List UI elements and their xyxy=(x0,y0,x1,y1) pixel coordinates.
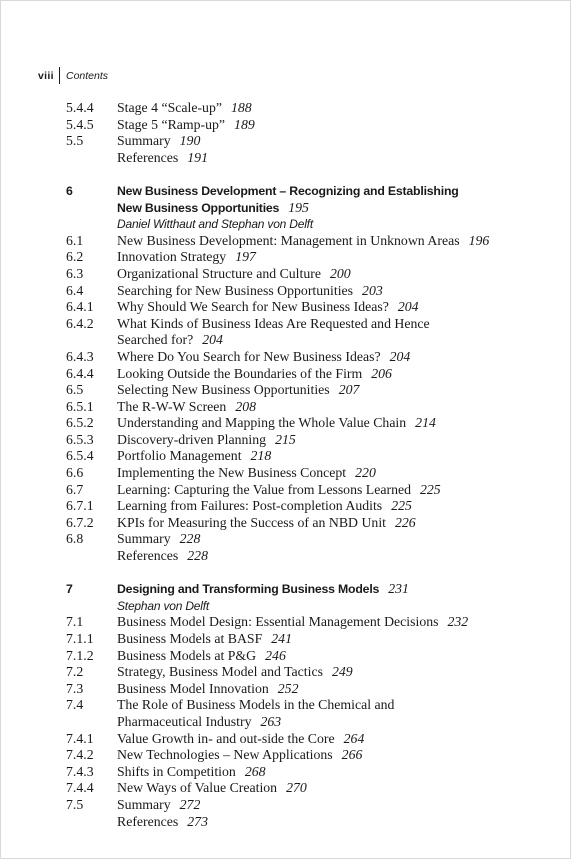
toc-entry xyxy=(66,133,556,150)
toc-entry xyxy=(66,266,556,283)
toc-page-number: 228 xyxy=(187,548,208,564)
toc-entry-number: 6 xyxy=(66,183,73,198)
toc-entry xyxy=(66,681,556,698)
toc-entry-title: Designing and Transforming Business Models xyxy=(117,582,380,597)
toc-entry-title: Value Growth in- and out-side the Core xyxy=(117,730,335,746)
toc-entry-number: 7.5 xyxy=(66,796,84,812)
toc-entry-title: Business Models at BASF xyxy=(117,631,263,646)
toc-entry xyxy=(66,465,556,482)
toc-entry-title: Business Models at P&G xyxy=(117,647,257,663)
toc-entry-title: Searching for New Business Opportunities xyxy=(117,282,354,298)
toc-page-number: 268 xyxy=(244,763,266,779)
toc-entry-title: Why Should We Search for New Business Ideas? xyxy=(117,299,389,315)
toc-entry-title: Portfolio Management xyxy=(117,448,242,464)
toc-page-number: 191 xyxy=(187,149,208,165)
toc-page-number: 252 xyxy=(277,680,299,696)
toc-entry xyxy=(66,697,556,714)
toc-page-number: 231 xyxy=(388,581,409,597)
toc-entry-number: 7.1.2 xyxy=(66,647,94,663)
toc-page-number: 228 xyxy=(179,531,201,547)
toc-entry xyxy=(66,814,556,831)
toc-page-number: 246 xyxy=(265,647,286,663)
toc-page-number: 249 xyxy=(331,664,353,680)
toc-entry xyxy=(66,233,556,250)
toc-entry-number: 7.4.3 xyxy=(66,763,94,779)
toc-page-number: 190 xyxy=(179,133,201,149)
toc-entry-title: Stage 5 “Ramp-up” xyxy=(117,116,226,132)
toc-page-number: 196 xyxy=(468,232,490,248)
toc-entry xyxy=(66,415,556,432)
toc-entry-title: The Role of Business Models in the Chemical and xyxy=(117,697,395,713)
toc-entry-number: 6.4.3 xyxy=(66,348,94,364)
toc-entry-title: New Ways of Value Creation xyxy=(117,780,278,796)
toc-entry xyxy=(66,482,556,499)
toc-entry-number: 6.5.1 xyxy=(66,398,94,414)
toc-entry-number: 6.3 xyxy=(66,265,84,281)
toc-entry-title: References xyxy=(117,548,179,564)
toc-page-number: 189 xyxy=(234,116,255,132)
toc-entry-number: 5.4.4 xyxy=(66,100,94,115)
toc-page-number: 208 xyxy=(235,398,257,414)
toc-page-number: 195 xyxy=(288,199,309,215)
toc-entry-number: 6.4.4 xyxy=(66,365,94,381)
toc-entry xyxy=(66,664,556,681)
toc-chapter-heading xyxy=(66,581,556,598)
running-head xyxy=(38,67,108,84)
toc-entry-title: Shifts in Competition xyxy=(117,763,236,779)
toc-page-number: 206 xyxy=(371,365,392,381)
toc-entry-title: Pharmaceutical Industry xyxy=(117,713,252,729)
toc-entry-number: 7.1.1 xyxy=(66,631,94,646)
section-spacer xyxy=(66,565,556,582)
toc-page-number: 232 xyxy=(447,614,469,630)
toc-entry xyxy=(66,797,556,814)
toc-entry-title: Discovery-driven Planning xyxy=(117,431,267,447)
section-spacer xyxy=(66,166,556,183)
toc-entry-title: Summary xyxy=(117,531,171,547)
toc-entry xyxy=(66,515,556,532)
toc-entry-number: 6.7.2 xyxy=(66,514,94,530)
header-divider xyxy=(59,67,60,84)
toc-entry-title: Summary xyxy=(117,133,171,149)
toc-entry-number: 7.4.1 xyxy=(66,730,94,746)
toc-page-number: 218 xyxy=(250,448,272,464)
toc-entry xyxy=(66,714,556,731)
toc-entry-title: Stage 4 “Scale-up” xyxy=(117,100,222,115)
toc-entry-title: The R-W-W Screen xyxy=(117,398,227,414)
toc-entry-title: Organizational Structure and Culture xyxy=(117,265,321,281)
toc-page-number: 226 xyxy=(395,514,416,530)
toc-page-number: 188 xyxy=(230,100,252,115)
page-number: viii xyxy=(38,69,54,82)
toc-page-number: 241 xyxy=(271,631,292,646)
toc-page-number: 263 xyxy=(260,713,282,729)
toc-page-number: 273 xyxy=(187,813,208,829)
toc-entry-title: Business Model Innovation xyxy=(117,680,269,696)
toc-entry-number: 6.8 xyxy=(66,531,84,547)
toc-entry xyxy=(66,349,556,366)
toc-entry-number: 7.3 xyxy=(66,680,84,696)
toc-chapter-authors xyxy=(66,216,556,233)
toc-entry xyxy=(66,648,556,665)
toc-page-number: 266 xyxy=(341,747,363,763)
toc-entry-number: 7.1 xyxy=(66,614,84,630)
toc-page-number: 272 xyxy=(179,796,201,812)
toc-entry-title: Strategy, Business Model and Tactics xyxy=(117,664,323,680)
toc-entry xyxy=(66,249,556,266)
toc-entry-number: 6.4 xyxy=(66,282,84,298)
toc-entry-title: KPIs for Measuring the Success of an NBD Unit xyxy=(117,514,386,530)
toc-entry xyxy=(66,531,556,548)
toc-page-number: 197 xyxy=(235,249,256,265)
toc-page-number: 207 xyxy=(338,382,360,398)
toc-entry-number: 6.5.3 xyxy=(66,431,94,447)
toc-entry xyxy=(66,366,556,383)
toc-entry xyxy=(66,498,556,515)
toc-entry xyxy=(66,631,556,648)
toc-entry-number: 6.2 xyxy=(66,249,84,265)
toc-entry-title: Searched for? xyxy=(117,332,194,348)
toc-entry-title: New Technologies – New Applications xyxy=(117,747,333,763)
toc-entry xyxy=(66,150,556,167)
toc-entry xyxy=(66,399,556,416)
toc-page-number: 225 xyxy=(420,481,441,497)
toc-entry-number: 6.5.2 xyxy=(66,415,94,431)
toc-entry-title: Implementing the New Business Concept xyxy=(117,465,347,481)
toc-entry xyxy=(66,432,556,449)
toc-chapter-heading xyxy=(66,183,556,200)
toc-entry-number: 5.5 xyxy=(66,133,84,149)
toc-entry xyxy=(66,100,556,117)
toc-entry-title: Summary xyxy=(117,796,171,812)
toc-entry-number: 6.7.1 xyxy=(66,498,94,514)
toc-entry-number: 7.4.2 xyxy=(66,747,94,763)
toc-entry-title: Learning: Capturing the Value from Lessons Learned xyxy=(117,481,411,497)
toc-entry xyxy=(66,448,556,465)
toc-author-names: Stephan von Delft xyxy=(117,598,209,613)
toc-entry-number: 7.4.4 xyxy=(66,780,94,796)
toc-entry xyxy=(66,382,556,399)
toc-entry-title: References xyxy=(117,149,179,165)
table-of-contents xyxy=(66,100,556,830)
toc-page-number: 215 xyxy=(275,431,296,447)
toc-entry-number: 7.4 xyxy=(66,697,84,713)
toc-entry xyxy=(66,731,556,748)
toc-page-number: 225 xyxy=(391,498,412,514)
toc-entry-number: 6.1 xyxy=(66,232,84,248)
toc-entry-number: 6.5.4 xyxy=(66,448,94,464)
toc-author-names: Daniel Witthaut and Stephan von Delft xyxy=(117,217,313,232)
toc-page-number: 270 xyxy=(286,780,307,796)
toc-entry-title: Understanding and Mapping the Whole Value Chain xyxy=(117,415,407,431)
toc-entry-title: Selecting New Business Opportunities xyxy=(117,382,330,398)
toc-entry-title: Innovation Strategy xyxy=(117,249,227,265)
toc-entry-title: New Business Opportunities xyxy=(117,200,280,215)
toc-page-number: 204 xyxy=(389,348,411,364)
toc-entry-number: 6.4.2 xyxy=(66,315,94,331)
toc-entry-number: 5.4.5 xyxy=(66,116,94,132)
toc-chapter-heading xyxy=(66,200,556,217)
toc-entry-number: 7 xyxy=(66,582,73,597)
toc-entry-title: Where Do You Search for New Business Ideas? xyxy=(117,348,381,364)
toc-entry-number: 6.7 xyxy=(66,481,84,497)
toc-page-number: 214 xyxy=(415,415,436,431)
toc-entry-number: 7.2 xyxy=(66,664,84,680)
toc-page-number: 203 xyxy=(362,282,383,298)
toc-page-number: 220 xyxy=(355,465,376,481)
toc-entry xyxy=(66,316,556,333)
running-head-title: Contents xyxy=(65,69,109,82)
toc-page-number: 264 xyxy=(343,730,365,746)
toc-entry-number: 6.5 xyxy=(66,382,84,398)
toc-page-number: 204 xyxy=(397,299,419,315)
toc-entry xyxy=(66,332,556,349)
toc-entry xyxy=(66,283,556,300)
toc-entry-number: 6.6 xyxy=(66,465,84,481)
toc-entry xyxy=(66,299,556,316)
toc-entry-title: Learning from Failures: Post-completion Audits xyxy=(117,498,383,514)
toc-entry xyxy=(66,117,556,134)
toc-entry-title: Business Model Design: Essential Management Decisions xyxy=(117,614,439,630)
toc-entry-number: 6.4.1 xyxy=(66,299,94,315)
toc-entry xyxy=(66,780,556,797)
toc-entry-title: What Kinds of Business Ideas Are Requested and Hence xyxy=(117,315,430,331)
toc-chapter-authors xyxy=(66,598,556,615)
toc-entry-title: Looking Outside the Boundaries of the Firm xyxy=(117,365,363,381)
toc-entry-title: New Business Development – Recognizing and Establishing xyxy=(117,183,459,198)
toc-entry xyxy=(66,764,556,781)
toc-entry xyxy=(66,614,556,631)
toc-entry xyxy=(66,548,556,565)
toc-entry-title: References xyxy=(117,813,179,829)
toc-page-number: 200 xyxy=(329,265,351,281)
toc-entry-title: New Business Development: Management in Unknown Areas xyxy=(117,232,460,248)
toc-entry xyxy=(66,747,556,764)
toc-page-number: 204 xyxy=(202,332,223,348)
